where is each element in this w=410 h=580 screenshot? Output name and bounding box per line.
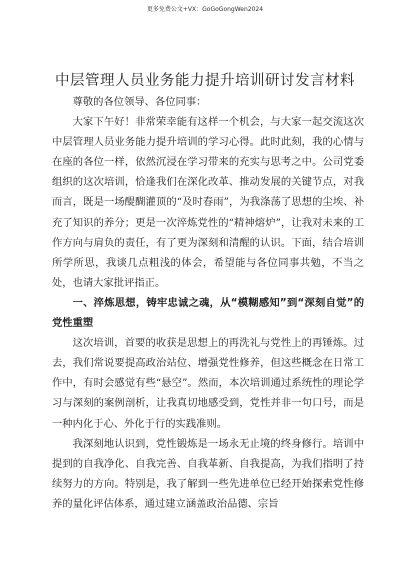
section-heading-1: 一、淬炼思想，铸牢忠诚之魂，从“模糊感知”到“深刻自觉”的党性重塑 xyxy=(52,296,364,330)
paragraph-party-practice: 我深刻地认识到，党性锻炼是一场永无止境的终身修行。培训中提到的自我净化、自我完善、自我革新、自我提高，为我们指明了持续努力的方向。特别是，我了解到一些先进单位已经开始探索党性修养的量化评估体系，通过建立涵盖政治品德、宗旨 xyxy=(52,437,364,510)
watermark: 更多免费公文+VX：GoGoGongWen2024 xyxy=(146,6,264,13)
document-title: 中层管理人员业务能力提升培训研讨发言材料 xyxy=(55,73,355,89)
paragraph-opening: 大家下午好！非常荣幸能有这样一个机会，与大家一起交流这次中层管理人员业务能力提升培训的学习心得。此时此刻，我的心情与在座的各位一样，依然沉浸在学习带来的充实与思考之中。公司党委组织的这次培训，恰逢我们在深化改革、推动发展的关键节点，对我而言，既是一场醍醐灌顶的“及时春雨”，为我涤荡了思想的尘埃、补充了知识的养分；更是一次淬炼党性的“精神熔炉”，让我对未来的工作方向与肩负的责任，有了更为深刻和清醒的认识。下面，结合培训所学所思，我谈几点粗浅的体会，希望能与各位同事共勉，不当之处，也请大家批评指正。 xyxy=(52,116,364,289)
document-body xyxy=(52,92,364,514)
paragraph-training-harvest: 这次培训，首要的收获是思想上的再洗礼与党性上的再锤炼。过去，我们常说要提高政治站位、增强党性修养，但这些概念在日常工作中，有时会感觉有些“悬空”。然而，本次培训通过系统性的理论学习与深刻的案例剖析，让我真切地感受到，党性并非一句口号，而是一种内化于心、外化于行的实践准则。 xyxy=(52,337,364,430)
greeting: 尊敬的各位领导、各位同事： xyxy=(72,96,207,108)
